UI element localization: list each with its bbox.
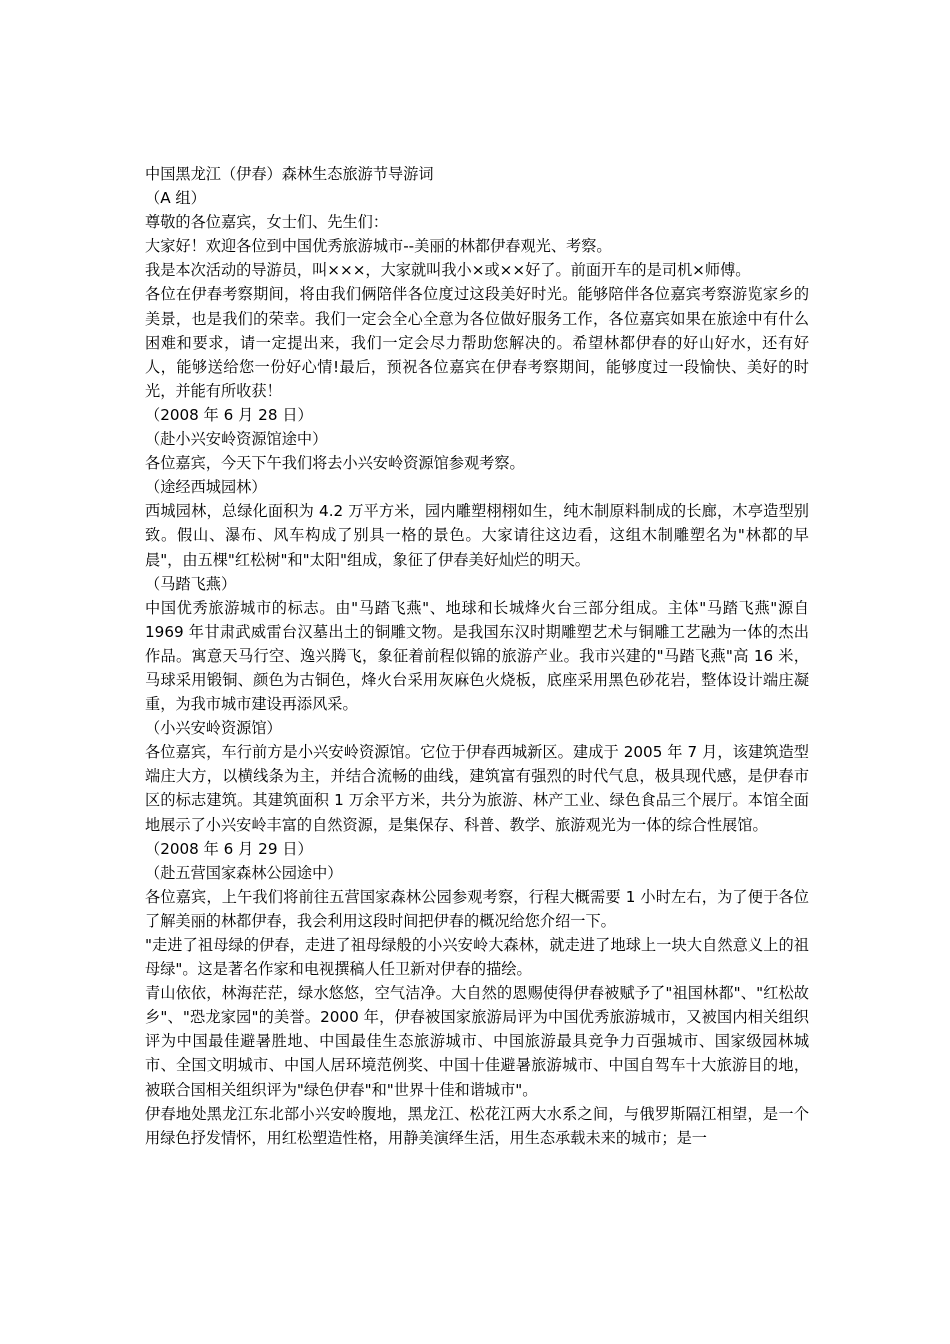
section-heading-horse: （马踏飞燕） <box>145 574 237 593</box>
paragraph-afternoon: 各位嘉宾，今天下午我们将去小兴安岭资源馆参观考察。 <box>145 454 525 473</box>
document-page <box>145 162 809 1150</box>
paragraph-honors: 青山依依，林海茫茫，绿水悠悠，空气洁净。大自然的恩赐使得伊春被赋予了"祖国林都"、"红松故乡"、"恐龙家园"的美誉。2000 年，伊春被国家旅游局评为中国优秀旅游城市，又被国内相关组织评为中国最佳避暑胜地、中国最佳生态旅游城市、中国旅游最具竞争力百强城市、国家级园林城市、全国文明城市、中国人居环境范例奖、中国十佳避暑旅游城市、中国自驾车十大旅游目的地，被联合国相关组织评为"绿色伊春"和"世界十佳和谐城市"。 <box>145 984 809 1099</box>
date-heading-1: （2008 年 6 月 28 日） <box>145 405 313 424</box>
section-heading-xicheng: （途经西城园林） <box>145 478 267 497</box>
paragraph-location: 伊春地处黑龙江东北部小兴安岭腹地，黑龙江、松花江两大水系之间，与俄罗斯隔江相望，是一个用绿色抒发情怀，用红松塑造性格，用静美演绎生活，用生态承载未来的城市；是一 <box>145 1104 809 1147</box>
date-heading-2: （2008 年 6 月 29 日） <box>145 839 313 858</box>
route-heading-2: （赴五营国家森林公园途中） <box>145 863 343 882</box>
paragraph-service: 各位在伊春考察期间，将由我们俩陪伴各位度过这段美好时光。能够陪伴各位嘉宾考察游览家乡的美景，也是我们的荣幸。我们一定会全心全意为各位做好服务工作，各位嘉宾如果在旅途中有什么困难和要求，请一定提出来，我们一定会尽力帮助您解决的。希望林都伊春的好山好水，还有好人，能够送给您一份好心情!最后，预祝各位嘉宾在伊春考察期间，能够度过一段愉快、美好的时光，并能有所收获！ <box>145 285 809 400</box>
paragraph-museum: 各位嘉宾，车行前方是小兴安岭资源馆。它位于伊春西城新区。建成于 2005 年 7 月，该建筑造型端庄大方，以横线条为主，并结合流畅的曲线，建筑富有强烈的时代气息，极具现代感，是伊春市区的标志建筑。其建筑面积 1 万余平方米，共分为旅游、林产工业、绿色食品三个展厅。本馆全面地展示了小兴安岭丰富的自然资源，是集保存、科普、教学、旅游观光为一体的综合性展馆。 <box>145 743 809 834</box>
document-title: 中国黑龙江（伊春）森林生态旅游节导游词 <box>145 165 434 183</box>
route-heading-1: （赴小兴安岭资源馆途中） <box>145 430 328 449</box>
section-heading-museum: （小兴安岭资源馆） <box>145 719 282 738</box>
paragraph-emerald: "走进了祖母绿的伊春，走进了祖母绿般的小兴安岭大森林，就走进了地球上一块大自然意义上的祖母绿"。这是著名作家和电视撰稿人任卫新对伊春的描绘。 <box>145 936 809 979</box>
greeting: 尊敬的各位嘉宾，女士们、先生们： <box>145 213 388 232</box>
group-label: （A 组） <box>145 189 206 208</box>
paragraph-welcome: 大家好！欢迎各位到中国优秀旅游城市--美丽的林都伊春观光、考察。 <box>145 237 612 256</box>
paragraph-horse: 中国优秀旅游城市的标志。由"马踏飞燕"、地球和长城烽火台三部分组成。主体"马踏飞燕"源自 1969 年甘肃武威雷台汉墓出土的铜雕文物。是我国东汉时期雕塑艺术与铜雕工艺融为一体的杰出作品。寓意天马行空、逸兴腾飞，象征着前程似锦的旅游产业。我市兴建的"马踏飞燕"高 16 米，马球采用锻铜、颜色为古铜色，烽火台采用灰麻色火烧板，底座采用黑色砂花岩，整体设计端庄凝重，为我市城市建设再添风采。 <box>145 598 809 714</box>
paragraph-wuying: 各位嘉宾，上午我们将前往五营国家森林公园参观考察，行程大概需要 1 小时左右，为了便于各位了解美丽的林都伊春，我会利用这段时间把伊春的概况给您介绍一下。 <box>145 887 809 930</box>
paragraph-xicheng: 西城园林，总绿化面积为 4.2 万平方米，园内雕塑栩栩如生，纯木制原料制成的长廊，木亭造型别致。假山、瀑布、风车构成了别具一格的景色。大家请往这边看，这组木制雕塑名为"林都的早晨"，由五棵"红松树"和"太阳"组成，象征了伊春美好灿烂的明天。 <box>145 502 809 569</box>
paragraph-guide-intro: 我是本次活动的导游员，叫×××，大家就叫我小×或××好了。前面开车的是司机×师傅。 <box>145 261 751 280</box>
